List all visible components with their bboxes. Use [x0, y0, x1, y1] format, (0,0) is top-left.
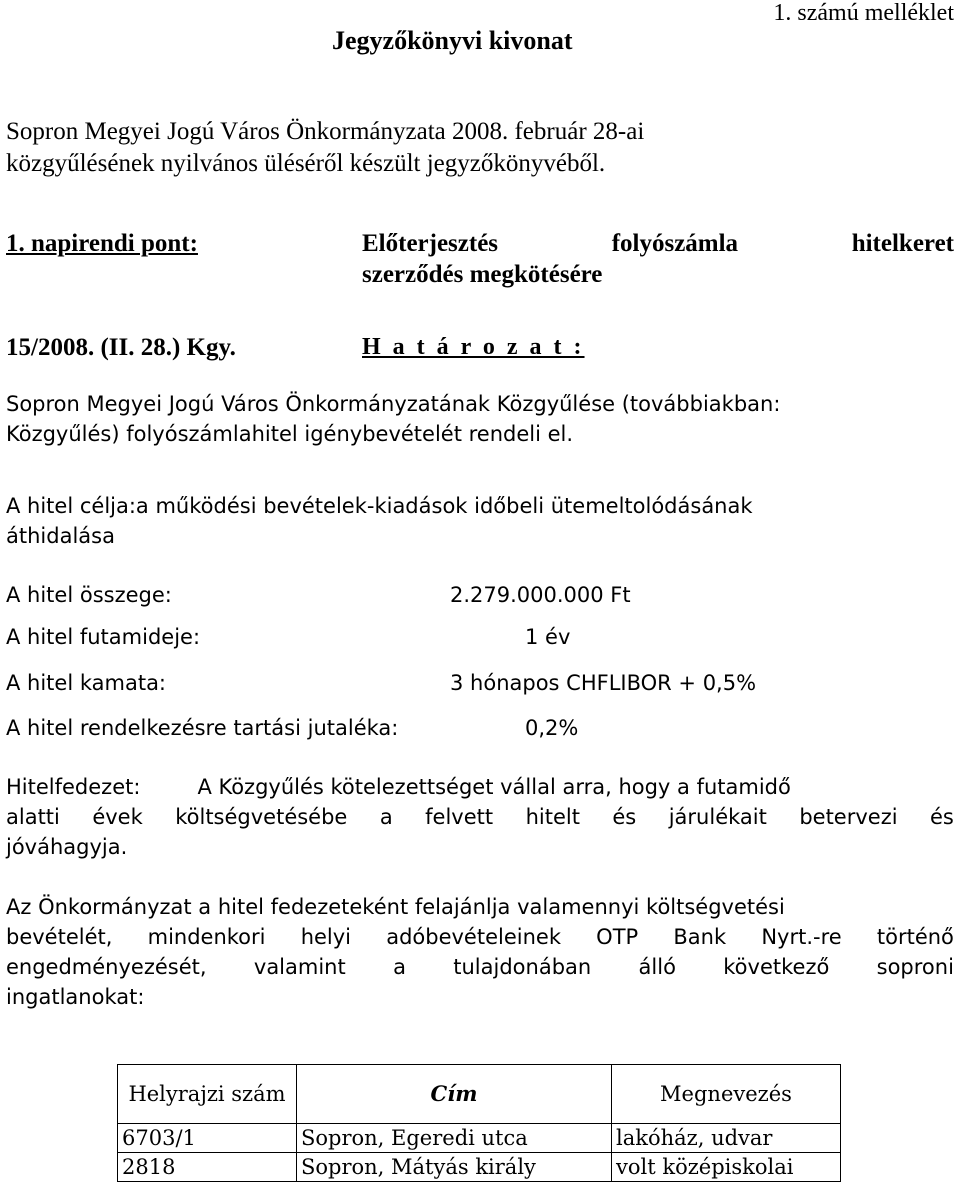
word: tulajdonában	[453, 955, 592, 979]
amount-value: 2.279.000.000 Ft	[450, 583, 631, 607]
collateral-line-1	[6, 892, 954, 922]
coverage-line-1	[6, 772, 954, 802]
word: évek	[92, 805, 143, 829]
agenda-word: Előterjesztés	[362, 230, 499, 257]
word: mindenkori	[147, 925, 266, 949]
word: és	[612, 805, 637, 829]
parcels-table	[117, 1064, 841, 1182]
intro-line-1: Sopron Megyei Jogú Város Önkormányzata 2008. február 28-ai	[6, 118, 645, 145]
table-header-row	[118, 1065, 841, 1124]
word: a	[393, 955, 406, 979]
word: ingatlanokat:	[6, 985, 145, 1009]
purpose-line-2: áthidalása	[6, 524, 115, 548]
agenda-word: hitelkeret	[851, 230, 954, 257]
resolution-heading: H a t á r o z a t :	[362, 334, 585, 360]
word: Nyrt.-re	[761, 925, 842, 949]
word: hitelt	[525, 805, 580, 829]
word: felvett	[425, 805, 494, 829]
word: adóbevételeinek	[386, 925, 561, 949]
purpose-line-1: A hitel célja:a működési bevételek-kiadások időbeli ütemeltolódásának	[6, 494, 753, 518]
cell-designation: lakóház, udvar	[612, 1124, 841, 1153]
word: helyi	[300, 925, 352, 949]
cell-address: Sopron, Egeredi utca	[297, 1124, 612, 1153]
intro-line-2: közgyűlésének nyilvános üléséről készült jegyzőkönyvéből.	[6, 150, 606, 177]
collateral-text: Az Önkormányzat a hitel fedezeteként felajánlja valamennyi költségvetési	[6, 895, 785, 919]
coverage-line-2	[6, 802, 954, 832]
collateral-line-2	[6, 922, 954, 952]
collateral-line-4	[6, 982, 954, 1012]
word: valamint	[253, 955, 346, 979]
word: bevételét,	[6, 925, 113, 949]
word: a	[379, 805, 393, 829]
decision-line-2: Közgyűlés) folyószámlahitel igénybevételét rendeli el.	[6, 422, 574, 446]
coverage-text: A Közgyűlés kötelezettséget vállal arra, hogy a futamidő	[197, 775, 791, 799]
word: történő	[876, 925, 954, 949]
word: álló	[638, 955, 676, 979]
resolution-number: 15/2008. (II. 28.) Kgy.	[6, 334, 236, 361]
agenda-title-line-1	[362, 230, 954, 258]
cell-lot-number: 6703/1	[118, 1124, 297, 1153]
word: betervezi	[799, 805, 898, 829]
amount-label: A hitel összege:	[6, 583, 172, 607]
cell-lot-number: 2818	[118, 1153, 297, 1182]
word: költségvetésébe	[175, 805, 348, 829]
word: OTP	[596, 925, 639, 949]
rate-value: 3 hónapos CHFLIBOR + 0,5%	[450, 671, 757, 695]
cell-address: Sopron, Mátyás király	[297, 1153, 612, 1182]
word: következő	[723, 955, 830, 979]
header-lot-number: Helyrajzi szám	[118, 1065, 297, 1124]
fee-value: 0,2%	[525, 716, 579, 740]
coverage-paragraph	[6, 772, 954, 862]
collateral-line-3	[6, 952, 954, 982]
annex-label: 1. számú melléklet	[773, 0, 954, 26]
header-address: Cím	[297, 1065, 612, 1124]
cell-designation: volt középiskolai	[612, 1153, 841, 1182]
word: jóváhagyja.	[6, 835, 128, 859]
coverage-label: Hitelfedezet:	[6, 775, 141, 799]
term-label: A hitel futamideje:	[6, 625, 201, 649]
document-title: Jegyzőkönyvi kivonat	[332, 26, 573, 55]
header-designation: Megnevezés	[612, 1065, 841, 1124]
agenda-title-line-2: szerződés megkötésére	[362, 261, 603, 288]
word: járulékait	[668, 805, 767, 829]
coverage-line-3	[6, 832, 954, 862]
rate-label: A hitel kamata:	[6, 671, 167, 695]
word: Bank	[673, 925, 727, 949]
word: engedményezését,	[6, 955, 207, 979]
word: alatti	[6, 805, 60, 829]
decision-line-1: Sopron Megyei Jogú Város Önkormányzatának Közgyűlése (továbbiakban:	[6, 392, 781, 416]
agenda-word: folyószámla	[611, 230, 739, 257]
word: soproni	[876, 955, 954, 979]
table-row	[118, 1124, 841, 1153]
table-row	[118, 1153, 841, 1182]
term-value: 1 év	[525, 625, 571, 649]
agenda-label: 1. napirendi pont:	[6, 230, 198, 257]
fee-label: A hitel rendelkezésre tartási jutaléka:	[6, 716, 399, 740]
collateral-paragraph	[6, 892, 954, 1012]
word: és	[930, 805, 954, 829]
